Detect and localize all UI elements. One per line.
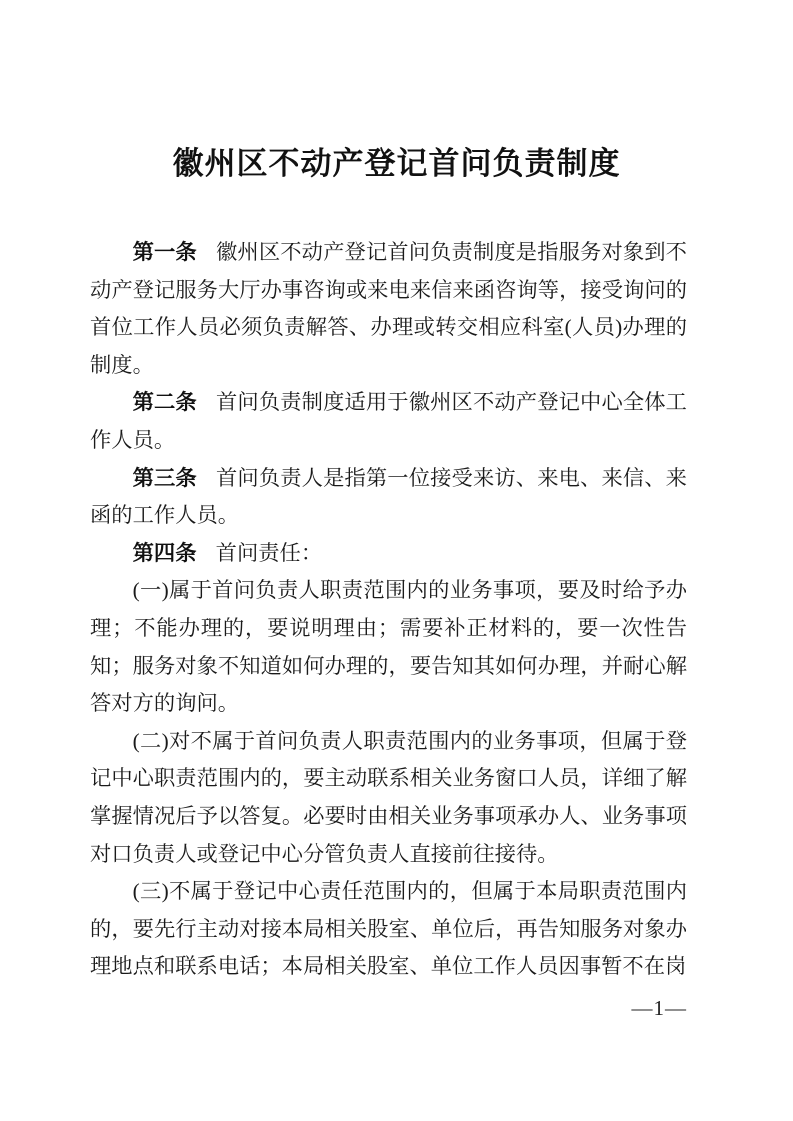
- item-3-text: (三)不属于登记中心责任范围内的，但属于本局职责范围内的，要先行主动对接本局相关股室、单位后，再告知服务对象办理地点和联系电话；本局相关股室、单位工作人员因事暂不在岗: [90, 879, 687, 979]
- article-1-label: 第一条: [132, 240, 197, 264]
- paragraph-article-1: [90, 234, 687, 384]
- article-4-label: 第四条: [132, 540, 197, 565]
- article-3-label: 第三条: [132, 465, 197, 490]
- item-2-text: (二)对不属于首问负责人职责范围内的业务事项，但属于登记中心职责范围内的，要主动联系相关业务窗口人员，详细了解掌握情况后予以答复。必要时由相关业务事项承办人、业务事项对口负责人或登记中心分管负责人直接前往接待。: [90, 728, 687, 866]
- paragraph-article-2: [90, 384, 687, 459]
- page-number: —1—: [631, 996, 687, 1020]
- paragraph-item-1: [90, 572, 687, 722]
- paragraph-article-4: [90, 535, 687, 573]
- article-2-label: 第二条: [132, 390, 197, 415]
- item-1-text: (一)属于首问负责人职责范围内的业务事项，要及时给予办理；不能办理的，要说明理由；需要补正材料的，要一次性告知；服务对象不知道如何办理的，要告知其如何办理，并耐心解答对方的询问。: [90, 578, 687, 716]
- paragraph-article-3: [90, 460, 687, 535]
- article-1-text: 徽州区不动产登记首问负责制度是指服务对象到不动产登记服务大厅办事咨询或来电来信来函咨询等，接受询问的首位工作人员必须负责解答、办理或转交相应科室(人员)办理的制度。: [90, 240, 687, 377]
- paragraph-item-3: [90, 873, 687, 986]
- article-4-text: 首问责任：: [215, 540, 323, 565]
- document-body: [90, 234, 687, 986]
- article-2-text: 首问负责制度适用于徽州区不动产登记中心全体工作人员。: [90, 390, 687, 452]
- article-3-text: 首问负责人是指第一位接受来访、来电、来信、来函的工作人员。: [90, 465, 687, 528]
- document-title: 徽州区不动产登记首问负责制度: [172, 146, 621, 181]
- paragraph-item-2: [90, 723, 687, 873]
